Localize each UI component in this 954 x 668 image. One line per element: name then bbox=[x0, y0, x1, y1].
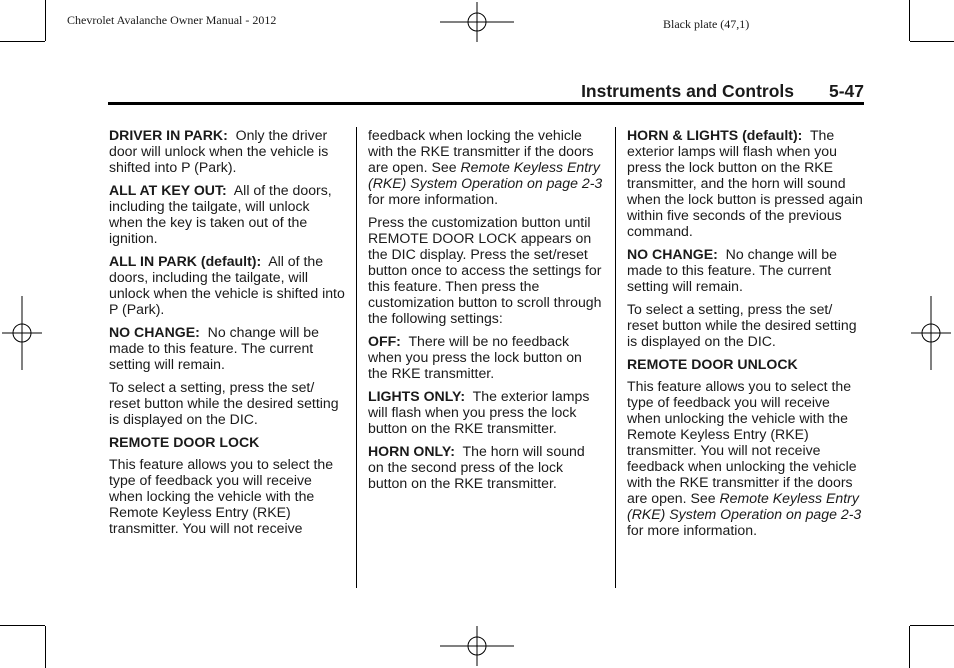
paragraph: LIGHTS ONLY: The exterior lamps will flash when you press the lock button on the RKE transmitter. bbox=[368, 388, 590, 436]
term-label: ALL AT KEY OUT: bbox=[109, 182, 227, 198]
paragraph: NO CHANGE: No change will be made to this feature. The current setting will remain. bbox=[627, 246, 837, 294]
paragraph: DRIVER IN PARK: Only the driver door will unlock when the vehicle is shifted into P (Park). bbox=[109, 127, 329, 175]
registration-mark-bottom bbox=[440, 626, 514, 666]
paragraph: HORN & LIGHTS (default): The exterior lamps will flash when you press the lock button on the RKE transmitter, and the horn will sound when the lock button is pressed again within five seconds of the previous command. bbox=[627, 127, 863, 239]
term-label: HORN & LIGHTS (default): bbox=[627, 127, 803, 143]
column-3 bbox=[627, 127, 863, 545]
paragraph: NO CHANGE: No change will be made to this feature. The current setting will remain. bbox=[109, 324, 319, 372]
term-label: OFF: bbox=[368, 333, 401, 349]
term-label: NO CHANGE: bbox=[109, 324, 200, 340]
paragraph: This feature allows you to select the type of feedback you will receive when locking the vehicle with the Remote Keyless Entry (RKE) transmitter. You will not receive bbox=[109, 456, 334, 536]
section-header bbox=[108, 80, 864, 105]
paragraph: OFF: There will be no feedback when you press the lock button on the RKE transmitter. bbox=[368, 333, 582, 381]
subsection-heading: REMOTE DOOR UNLOCK bbox=[627, 356, 798, 372]
paragraph: Press the customization button until REMOTE DOOR LOCK appears on the DIC display. Press the set/reset button once to access the settings for this feature. Then press the customization button to scroll through the following settings: bbox=[368, 214, 602, 326]
page-number: 5-47 bbox=[828, 81, 864, 101]
paragraph: feedback when locking the vehicle with the RKE transmitter if the doors are open. See Remote Keyless Entry (RKE) System Operation on page 2-3 for more information. bbox=[368, 127, 603, 207]
paragraph: This feature allows you to select the type of feedback you will receive when unlocking the vehicle with the Remote Keyless Entry (RKE) transmitter. You will not receive feedback when unlocking the vehicle with the RKE transmitter if the doors are open. See Remote Keyless Entry (RKE) System Operation on page 2-3 for more information. bbox=[627, 378, 862, 538]
section-title: Instruments and Controls bbox=[581, 81, 794, 101]
cross-reference: Remote Keyless Entry (RKE) System Operation on page 2-3 bbox=[627, 490, 862, 522]
term-label: LIGHTS ONLY: bbox=[368, 388, 466, 404]
column-1 bbox=[109, 127, 345, 543]
paragraph: To select a setting, press the set/ reset button while the desired setting is displayed on the DIC. bbox=[627, 301, 857, 349]
term-label: HORN ONLY: bbox=[368, 443, 455, 459]
term-label: DRIVER IN PARK: bbox=[109, 127, 228, 143]
term-label: ALL IN PARK (default): bbox=[109, 253, 262, 269]
subsection-heading: REMOTE DOOR LOCK bbox=[109, 434, 260, 450]
registration-mark-right bbox=[911, 296, 951, 370]
term-label: NO CHANGE: bbox=[627, 246, 718, 262]
cross-reference: Remote Keyless Entry (RKE) System Operation on page 2-3 bbox=[368, 159, 603, 191]
plate-label: Black plate (47,1) bbox=[663, 17, 750, 31]
column-divider-1 bbox=[356, 127, 357, 588]
paragraph: ALL IN PARK (default): All of the doors, including the tailgate, will unlock when the vehicle is shifted into P (Park). bbox=[109, 253, 345, 317]
paragraph: HORN ONLY: The horn will sound on the second press of the lock button on the RKE transmitter. bbox=[368, 443, 585, 491]
manual-title: Chevrolet Avalanche Owner Manual - 2012 bbox=[67, 13, 277, 27]
column-2 bbox=[368, 127, 604, 498]
paragraph: To select a setting, press the set/ reset button while the desired setting is displayed on the DIC. bbox=[109, 379, 339, 427]
registration-mark-top bbox=[440, 2, 514, 42]
paragraph: ALL AT KEY OUT: All of the doors, including the tailgate, will unlock when the key is taken out of the ignition. bbox=[109, 182, 332, 246]
column-divider-2 bbox=[615, 127, 616, 588]
registration-mark-left bbox=[2, 296, 42, 370]
